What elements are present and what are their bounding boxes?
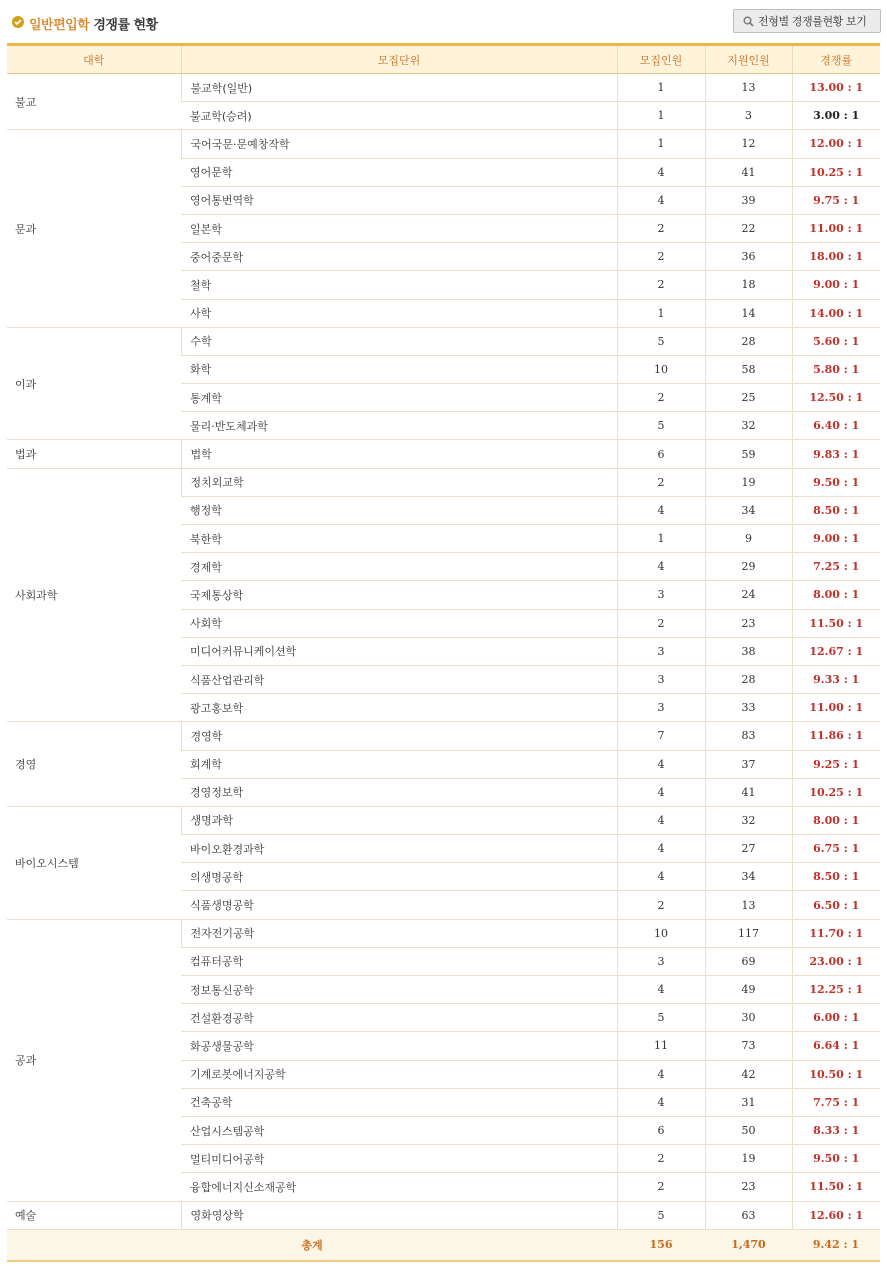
- column-header-unit: 모집단위: [181, 45, 617, 74]
- ratio-cell: 9.00 : 1: [792, 525, 880, 553]
- applicants-cell: 63: [705, 1201, 792, 1229]
- unit-cell: 불교학(승려): [181, 102, 617, 130]
- applicants-cell: 19: [705, 468, 792, 496]
- quota-cell: 2: [617, 1145, 705, 1173]
- applicants-cell: 69: [705, 947, 792, 975]
- quota-cell: 3: [617, 947, 705, 975]
- quota-cell: 4: [617, 750, 705, 778]
- applicants-cell: 12: [705, 130, 792, 158]
- ratio-cell: 9.25 : 1: [792, 750, 880, 778]
- unit-cell: 불교학(일반): [181, 74, 617, 102]
- view-button-label: 전형별 경쟁률현황 보기: [758, 15, 867, 28]
- unit-cell: 영화영상학: [181, 1201, 617, 1229]
- unit-cell: 기계로봇에너지공학: [181, 1060, 617, 1088]
- applicants-cell: 9: [705, 525, 792, 553]
- quota-cell: 2: [617, 891, 705, 919]
- applicants-cell: 49: [705, 976, 792, 1004]
- college-cell: 사회과학: [7, 468, 181, 722]
- college-cell: 문과: [7, 130, 181, 327]
- ratio-cell: 8.00 : 1: [792, 581, 880, 609]
- unit-cell: 회계학: [181, 750, 617, 778]
- applicants-cell: 13: [705, 74, 792, 102]
- unit-cell: 행정학: [181, 496, 617, 524]
- ratio-cell: 10.25 : 1: [792, 158, 880, 186]
- ratio-cell: 12.25 : 1: [792, 976, 880, 1004]
- quota-cell: 4: [617, 496, 705, 524]
- unit-cell: 법학: [181, 440, 617, 468]
- unit-cell: 영어문학: [181, 158, 617, 186]
- quota-cell: 5: [617, 412, 705, 440]
- applicants-cell: 41: [705, 158, 792, 186]
- quota-cell: 7: [617, 722, 705, 750]
- unit-cell: 화공생물공학: [181, 1032, 617, 1060]
- ratio-cell: 12.60 : 1: [792, 1201, 880, 1229]
- quota-cell: 5: [617, 1004, 705, 1032]
- column-header-applicants: 지원인원: [705, 45, 792, 74]
- quota-cell: 4: [617, 1088, 705, 1116]
- college-cell: 이과: [7, 327, 181, 440]
- ratio-cell: 11.00 : 1: [792, 214, 880, 242]
- quota-cell: 3: [617, 694, 705, 722]
- quota-cell: 2: [617, 243, 705, 271]
- unit-cell: 국제통상학: [181, 581, 617, 609]
- quota-cell: 3: [617, 637, 705, 665]
- ratio-cell: 5.60 : 1: [792, 327, 880, 355]
- applicants-cell: 23: [705, 1173, 792, 1201]
- ratio-cell: 9.33 : 1: [792, 665, 880, 693]
- unit-cell: 일본학: [181, 214, 617, 242]
- unit-cell: 미디어커뮤니케이션학: [181, 637, 617, 665]
- total-ratio: 9.42 : 1: [792, 1229, 880, 1261]
- ratio-cell: 11.70 : 1: [792, 919, 880, 947]
- unit-cell: 식품생명공학: [181, 891, 617, 919]
- unit-cell: 경제학: [181, 553, 617, 581]
- ratio-cell: 9.50 : 1: [792, 1145, 880, 1173]
- unit-cell: 수학: [181, 327, 617, 355]
- applicants-cell: 37: [705, 750, 792, 778]
- unit-cell: 화학: [181, 355, 617, 383]
- college-cell: 예술: [7, 1201, 181, 1229]
- unit-cell: 경영학: [181, 722, 617, 750]
- unit-cell: 정치외교학: [181, 468, 617, 496]
- quota-cell: 6: [617, 440, 705, 468]
- quota-cell: 4: [617, 778, 705, 806]
- applicants-cell: 18: [705, 271, 792, 299]
- applicants-cell: 14: [705, 299, 792, 327]
- unit-cell: 사학: [181, 299, 617, 327]
- ratio-cell: 12.00 : 1: [792, 130, 880, 158]
- unit-cell: 물리·반도체과학: [181, 412, 617, 440]
- unit-cell: 융합에너지신소재공학: [181, 1173, 617, 1201]
- quota-cell: 1: [617, 299, 705, 327]
- table-row: [7, 468, 880, 496]
- college-cell: 공과: [7, 919, 181, 1201]
- ratio-cell: 6.50 : 1: [792, 891, 880, 919]
- table-header-row: [7, 45, 880, 74]
- unit-cell: 컴퓨터공학: [181, 947, 617, 975]
- ratio-cell: 8.50 : 1: [792, 863, 880, 891]
- ratio-cell: 12.67 : 1: [792, 637, 880, 665]
- quota-cell: 2: [617, 1173, 705, 1201]
- quota-cell: 4: [617, 186, 705, 214]
- unit-cell: 국어국문·문예창작학: [181, 130, 617, 158]
- quota-cell: 3: [617, 581, 705, 609]
- college-cell: 불교: [7, 74, 181, 130]
- college-cell: 경영: [7, 722, 181, 807]
- ratio-cell: 18.00 : 1: [792, 243, 880, 271]
- unit-cell: 사회학: [181, 609, 617, 637]
- ratio-cell: 6.64 : 1: [792, 1032, 880, 1060]
- ratio-cell: 23.00 : 1: [792, 947, 880, 975]
- applicants-cell: 34: [705, 863, 792, 891]
- page-title: [29, 14, 158, 33]
- applicants-cell: 28: [705, 327, 792, 355]
- unit-cell: 건축공학: [181, 1088, 617, 1116]
- quota-cell: 10: [617, 355, 705, 383]
- total-row: [7, 1229, 880, 1261]
- applicants-cell: 58: [705, 355, 792, 383]
- applicants-cell: 25: [705, 384, 792, 412]
- quota-cell: 4: [617, 806, 705, 834]
- table-row: [7, 327, 880, 355]
- ratio-cell: 8.33 : 1: [792, 1116, 880, 1144]
- applicants-cell: 73: [705, 1032, 792, 1060]
- unit-cell: 건설환경공학: [181, 1004, 617, 1032]
- quota-cell: 2: [617, 271, 705, 299]
- column-header-college: 대학: [7, 45, 181, 74]
- unit-cell: 전자전기공학: [181, 919, 617, 947]
- quota-cell: 2: [617, 214, 705, 242]
- applicants-cell: 59: [705, 440, 792, 468]
- quota-cell: 1: [617, 102, 705, 130]
- table-row: [7, 130, 880, 158]
- ratio-cell: 8.00 : 1: [792, 806, 880, 834]
- ratio-cell: 11.50 : 1: [792, 1173, 880, 1201]
- total-applicants: 1,470: [705, 1229, 792, 1261]
- quota-cell: 2: [617, 468, 705, 496]
- quota-cell: 4: [617, 158, 705, 186]
- table-row: [7, 1201, 880, 1229]
- ratio-cell: 9.00 : 1: [792, 271, 880, 299]
- quota-cell: 5: [617, 327, 705, 355]
- ratio-cell: 6.75 : 1: [792, 835, 880, 863]
- unit-cell: 통계학: [181, 384, 617, 412]
- quota-cell: 1: [617, 525, 705, 553]
- applicants-cell: 29: [705, 553, 792, 581]
- check-circle-icon: [12, 16, 24, 28]
- unit-cell: 중어중문학: [181, 243, 617, 271]
- quota-cell: 1: [617, 130, 705, 158]
- ratio-cell: 7.25 : 1: [792, 553, 880, 581]
- ratio-cell: 14.00 : 1: [792, 299, 880, 327]
- quota-cell: 4: [617, 553, 705, 581]
- quota-cell: 2: [617, 609, 705, 637]
- ratio-cell: 10.50 : 1: [792, 1060, 880, 1088]
- applicants-cell: 117: [705, 919, 792, 947]
- applicants-cell: 83: [705, 722, 792, 750]
- applicants-cell: 31: [705, 1088, 792, 1116]
- title-rest: 경쟁률 현황: [93, 18, 158, 33]
- ratio-cell: 3.00 : 1: [792, 102, 880, 130]
- quota-cell: 2: [617, 384, 705, 412]
- quota-cell: 6: [617, 1116, 705, 1144]
- competition-rate-table: [7, 43, 880, 1262]
- applicants-cell: 36: [705, 243, 792, 271]
- quota-cell: 10: [617, 919, 705, 947]
- applicants-cell: 32: [705, 412, 792, 440]
- table-row: [7, 919, 880, 947]
- applicants-cell: 23: [705, 609, 792, 637]
- applicants-cell: 38: [705, 637, 792, 665]
- search-icon: [743, 16, 754, 27]
- unit-cell: 철학: [181, 271, 617, 299]
- total-label: 총계: [7, 1229, 617, 1261]
- ratio-cell: 13.00 : 1: [792, 74, 880, 102]
- ratio-cell: 9.83 : 1: [792, 440, 880, 468]
- title-accent: 일반편입학: [29, 18, 90, 33]
- column-header-quota: 모집인원: [617, 45, 705, 74]
- applicants-cell: 41: [705, 778, 792, 806]
- quota-cell: 4: [617, 976, 705, 1004]
- ratio-cell: 12.50 : 1: [792, 384, 880, 412]
- unit-cell: 생명과학: [181, 806, 617, 834]
- ratio-cell: 11.86 : 1: [792, 722, 880, 750]
- table-row: [7, 440, 880, 468]
- unit-cell: 산업시스템공학: [181, 1116, 617, 1144]
- column-header-ratio: 경쟁률: [792, 45, 880, 74]
- ratio-cell: 6.40 : 1: [792, 412, 880, 440]
- ratio-cell: 6.00 : 1: [792, 1004, 880, 1032]
- quota-cell: 4: [617, 835, 705, 863]
- unit-cell: 멀티미디어공학: [181, 1145, 617, 1173]
- applicants-cell: 30: [705, 1004, 792, 1032]
- ratio-cell: 10.25 : 1: [792, 778, 880, 806]
- college-cell: 법과: [7, 440, 181, 468]
- total-quota: 156: [617, 1229, 705, 1261]
- applicants-cell: 32: [705, 806, 792, 834]
- unit-cell: 식품산업관리학: [181, 665, 617, 693]
- unit-cell: 경영정보학: [181, 778, 617, 806]
- section-header: [8, 8, 881, 38]
- ratio-cell: 11.00 : 1: [792, 694, 880, 722]
- view-by-admission-type-button[interactable]: [733, 9, 881, 33]
- table-row: [7, 806, 880, 834]
- table-row: [7, 74, 880, 102]
- applicants-cell: 50: [705, 1116, 792, 1144]
- applicants-cell: 39: [705, 186, 792, 214]
- quota-cell: 4: [617, 863, 705, 891]
- applicants-cell: 24: [705, 581, 792, 609]
- quota-cell: 3: [617, 665, 705, 693]
- ratio-cell: 9.75 : 1: [792, 186, 880, 214]
- quota-cell: 11: [617, 1032, 705, 1060]
- college-cell: 바이오시스템: [7, 806, 181, 919]
- applicants-cell: 28: [705, 665, 792, 693]
- ratio-cell: 8.50 : 1: [792, 496, 880, 524]
- ratio-cell: 11.50 : 1: [792, 609, 880, 637]
- applicants-cell: 13: [705, 891, 792, 919]
- applicants-cell: 19: [705, 1145, 792, 1173]
- ratio-cell: 9.50 : 1: [792, 468, 880, 496]
- applicants-cell: 22: [705, 214, 792, 242]
- table-row: [7, 722, 880, 750]
- unit-cell: 정보통신공학: [181, 976, 617, 1004]
- unit-cell: 의생명공학: [181, 863, 617, 891]
- table-body: [7, 74, 880, 1230]
- applicants-cell: 3: [705, 102, 792, 130]
- quota-cell: 5: [617, 1201, 705, 1229]
- unit-cell: 영어통번역학: [181, 186, 617, 214]
- quota-cell: 1: [617, 74, 705, 102]
- applicants-cell: 42: [705, 1060, 792, 1088]
- unit-cell: 북한학: [181, 525, 617, 553]
- quota-cell: 4: [617, 1060, 705, 1088]
- applicants-cell: 33: [705, 694, 792, 722]
- ratio-cell: 7.75 : 1: [792, 1088, 880, 1116]
- applicants-cell: 34: [705, 496, 792, 524]
- unit-cell: 광고홍보학: [181, 694, 617, 722]
- unit-cell: 바이오환경과학: [181, 835, 617, 863]
- ratio-cell: 5.80 : 1: [792, 355, 880, 383]
- applicants-cell: 27: [705, 835, 792, 863]
